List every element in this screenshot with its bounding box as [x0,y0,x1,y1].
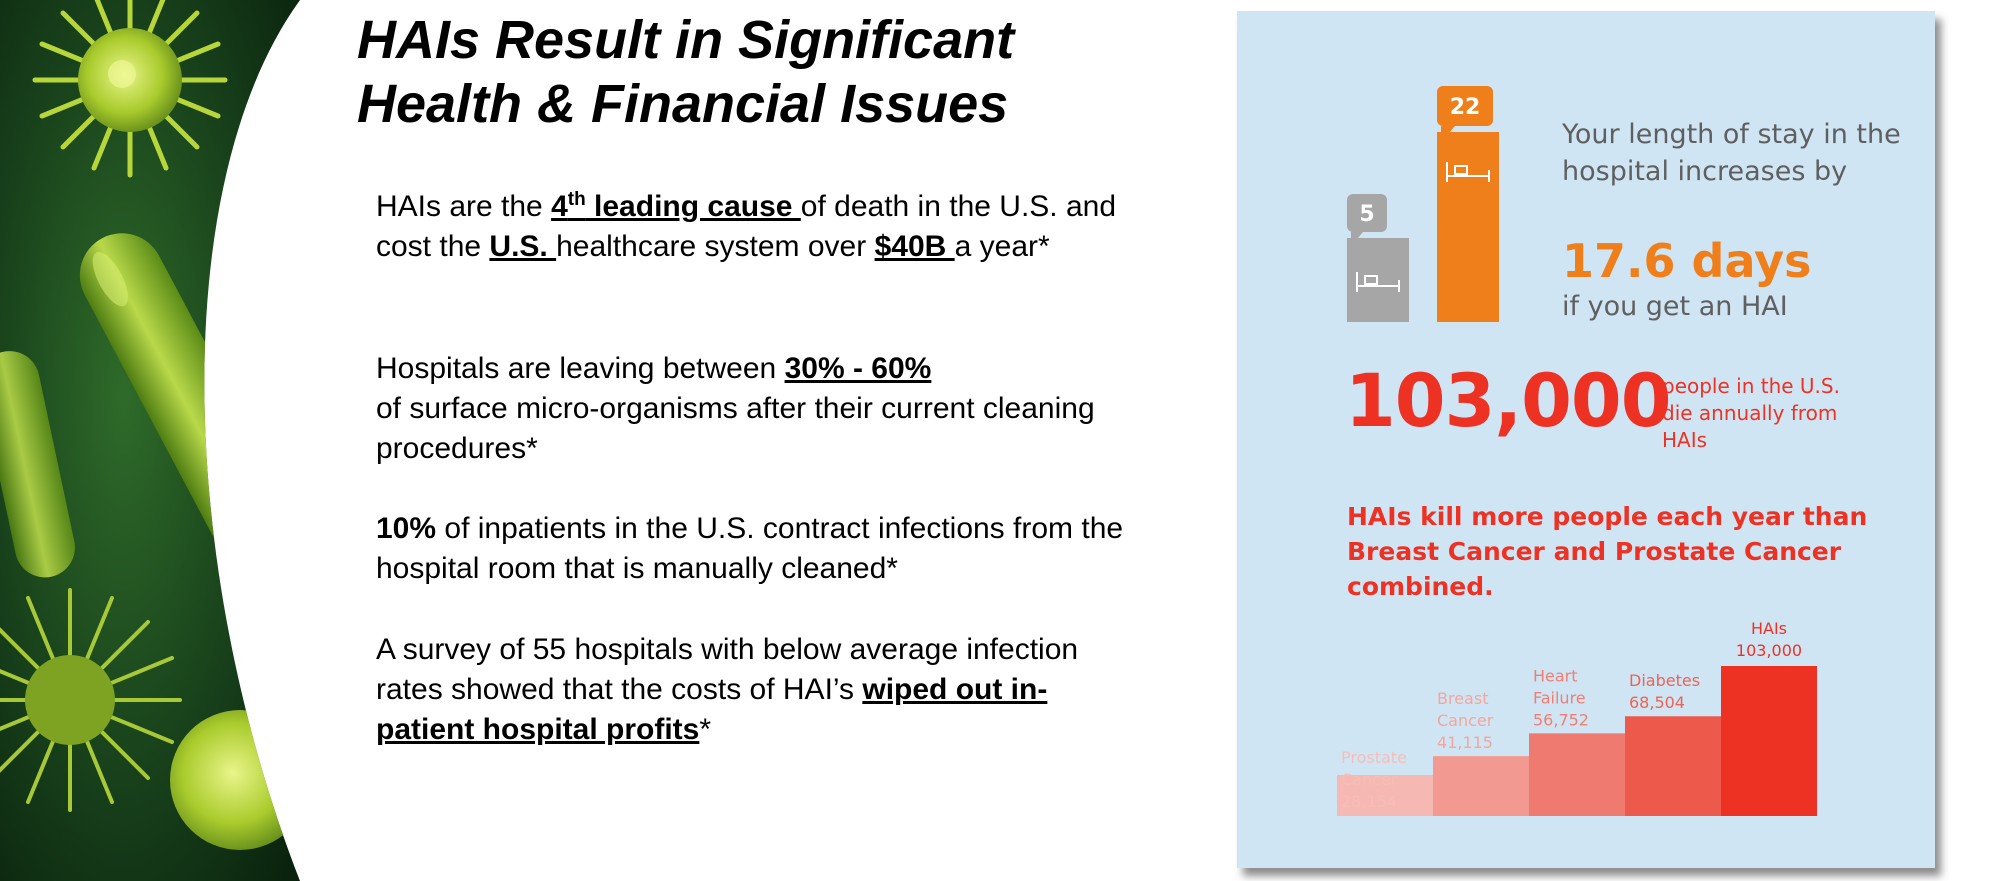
bar-value-label: 56,752 [1533,710,1589,730]
stay-tail: if you get an HAI [1562,291,1788,322]
title-line-1: HAIs Result in Significant [357,10,1015,70]
rank-text: leading cause [585,190,801,223]
slide-title [357,8,1157,136]
text-span: a year* [954,230,1050,263]
stay-text: Your length of stay in the hospital increases by [1562,119,1901,187]
badge-large-value: 22 [1449,95,1481,120]
deaths-comparison-chart [1337,591,1803,831]
deaths-text: people in the U.S. die annually from HAIs [1662,374,1840,452]
bar-category-label: Cancer [1437,711,1494,731]
bacteria-image [0,0,310,881]
bar-category-label: Cancer [1341,769,1398,789]
text-span: of death in the U.S. and cost the [376,190,1117,263]
bar-category-label: HAIs [1750,619,1788,638]
deaths-number: 103,000 [1345,359,1671,444]
bullet-survey [376,630,1136,750]
bar-value-label: 28,154 [1341,791,1397,811]
hospital-stay-icon [1347,86,1557,326]
bar-category-label: Failure [1533,688,1586,708]
bar-category-label: Heart [1533,666,1578,686]
percent-emphasis: 10% [376,512,437,545]
bar-hais [1721,666,1817,816]
bar-value-label: 103,000 [1735,641,1803,660]
stay-days: 17.6 days [1562,234,1812,288]
hai-infographic [1237,11,1935,868]
bar-diabetes [1625,716,1721,816]
us-emphasis: U.S. [489,230,557,263]
bullet-leading-cause [376,187,1136,267]
bar-category-label: Breast [1437,689,1489,709]
leading-cause-emphasis [551,190,801,223]
bar-breast-cancer [1433,756,1529,816]
range-emphasis: 30% - 60% [784,352,932,385]
rank-suffix: th [567,189,586,210]
text-span: * [699,713,712,746]
cost-emphasis: $40B [874,230,955,263]
text-span: HAIs are the [376,190,552,223]
text-span: of surface micro-organisms after their current cleaning procedures* [376,392,1095,465]
bullet-surface-organisms [376,349,1136,469]
text-span: healthcare system over [556,230,875,263]
text-span: of inpatients in the U.S. contract infections from the hospital room that is manually cleaned* [376,512,1124,585]
long-stay-bar [1437,132,1499,322]
rank-number: 4 [551,190,568,223]
badge-small-value: 5 [1359,202,1375,227]
bar-category-label: Prostate [1341,747,1407,767]
title-line-2: Health & Financial Issues [357,74,1009,134]
bar-value-label: 68,504 [1629,693,1685,713]
text-span: Hospitals are leaving between [376,352,785,385]
comparison-text: HAIs kill more people each year than Breast Cancer and Prostate Cancer combined. [1347,502,1868,601]
text-span: A survey of 55 hospitals with below average infection rates showed that the costs of HAI’s [376,633,1079,706]
bullet-inpatients [376,509,1136,589]
bar-value-label: 41,115 [1437,733,1493,753]
bar-heart-failure [1529,733,1625,816]
profits-emphasis: wiped out in-patient hospital profits [376,673,1048,746]
bar-category-label: Diabetes [1629,671,1701,691]
